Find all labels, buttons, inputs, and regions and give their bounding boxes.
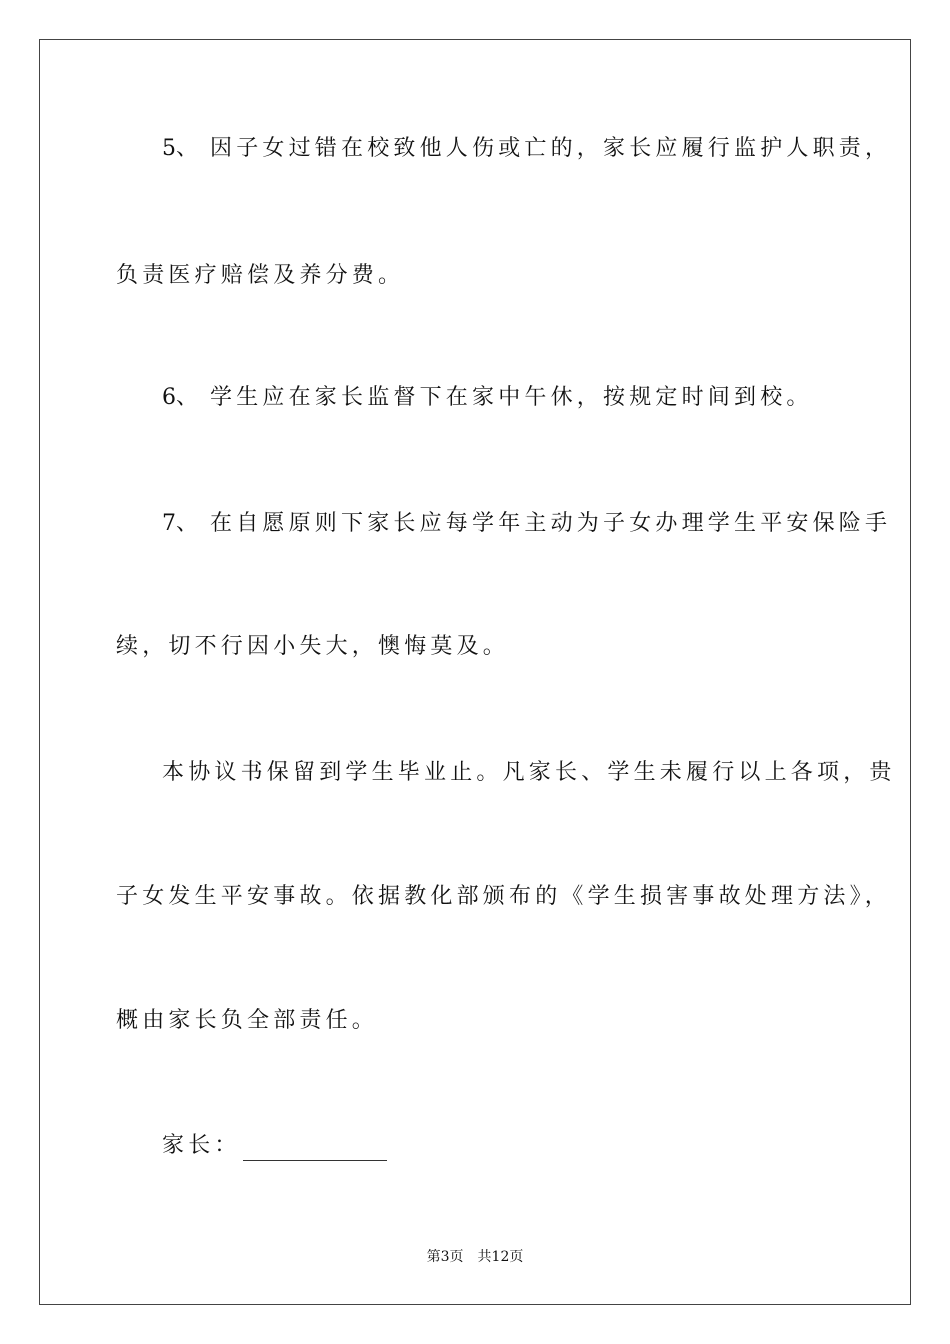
page-frame: [39, 39, 911, 1305]
paragraph-text: 子女发生平安事故。依据教化部颁布的《学生损害事故处理方法》，: [116, 884, 892, 909]
item-5-line-1: [162, 134, 892, 164]
signature-line: [162, 1131, 387, 1161]
paragraph-text: 续，切不行因小失大，懊悔莫及。: [116, 634, 510, 659]
paragraph-text: 因子女过错在校致他人伤或亡的，家长应履行监护人职责，: [210, 136, 892, 161]
page-total: 共12页: [477, 1249, 524, 1265]
paragraph-text: 学生应在家长监督下在家中午休，按规定时间到校。: [210, 385, 813, 410]
paragraph-text: 在自愿原则下家长应每学年主动为子女办理学生平安保险手: [210, 511, 892, 536]
item-number: 6、: [162, 385, 198, 410]
page-footer: [0, 1247, 950, 1267]
paragraph-text: 概由家长负全部责任。: [116, 1008, 379, 1033]
closing-line-1: [162, 758, 896, 788]
item-6-line-1: [162, 383, 882, 413]
closing-line-3: [116, 1006, 836, 1036]
item-number: 7、: [162, 511, 198, 536]
item-7-line-2: [116, 632, 836, 662]
paragraph-text: 负责医疗赔偿及养分费。: [116, 263, 405, 288]
closing-line-2: [116, 882, 892, 912]
item-7-line-1: [162, 509, 892, 539]
signature-label: 家长：: [162, 1133, 241, 1158]
paragraph-text: 本协议书保留到学生毕业止。凡家长、学生未履行以上各项，贵: [162, 760, 896, 785]
item-number: 5、: [162, 136, 198, 161]
signature-blank: [243, 1136, 387, 1161]
page-number: 第3页: [426, 1249, 464, 1265]
item-5-line-2: [116, 261, 836, 291]
